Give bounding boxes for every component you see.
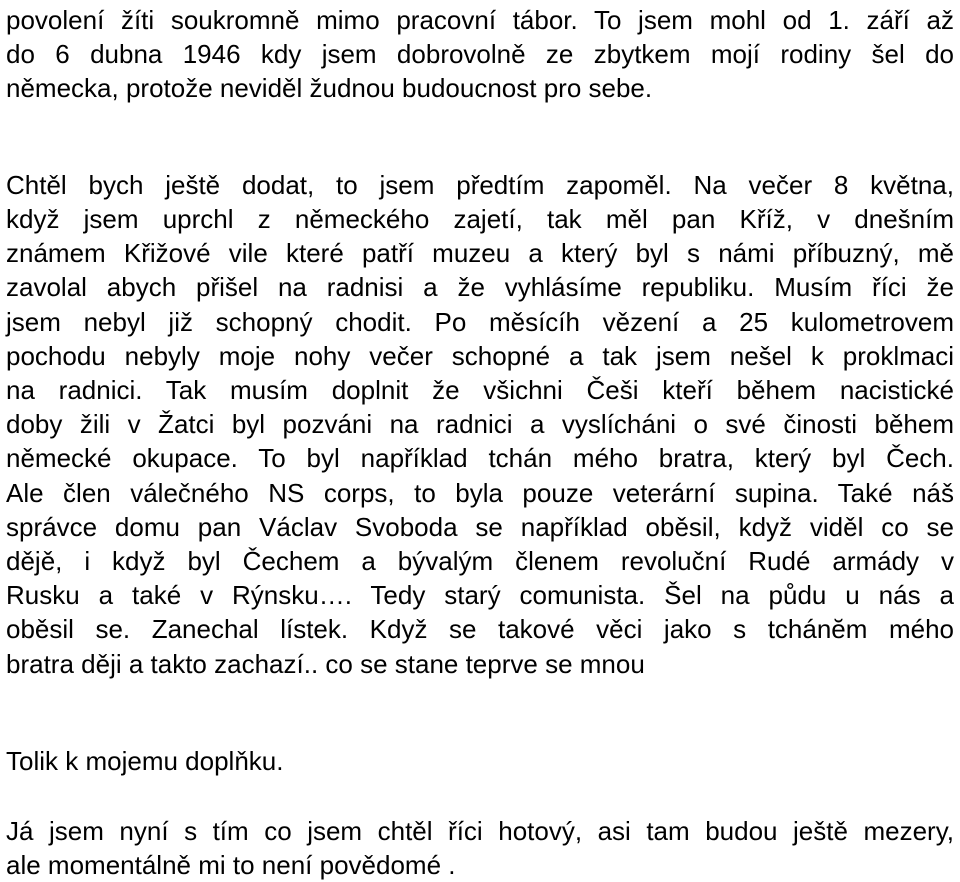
text-line: oběsil se. Zanechal lístek. Když se takové věci jako s tchánĕm mého [6,614,954,644]
text-line: německa, protože neviděl žudnou budoucnost pro sebe. [6,73,653,103]
text-line: správce domu pan Václav Svoboda se například oběsil, když viděl co se [6,512,954,542]
text-line: do 6 dubna 1946 kdy jsem dobrovolně ze zbytkem mojí rodiny šel do [6,39,954,69]
text-line: Já jsem nyní s tím co jsem chtěl říci hotový, asi tam budou ještě mezery, [6,816,954,846]
text-line: ale momentálně mi to není povědomé . [6,850,456,880]
text-line: zavolal abych přišel na radnisi a že vyhlásíme republiku. Musím říci že [6,272,954,302]
text-line: známem Křižové vile které patří muzeu a který byl s námi příbuzný, mě [6,238,954,268]
text-line: německé okupace. To byl například tchán mého bratra, který byl Čech. [6,443,954,473]
text-line: jsem nebyl již schopný chodit. Po měsícíh vězení a 25 kulometrovem [6,307,954,337]
text-line: doby žili v Žatci byl pozváni na radnici a vyslícháni o své činosti během [6,409,954,439]
text-line: když jsem uprchl z německého zajetí, tak měl pan Kříž, v dnešním [6,204,954,234]
text-line: povolení žíti soukromně mimo pracovní tábor. To jsem mohl od 1. září až [6,5,954,35]
text-line: Tolik k mojemu doplňku. [6,746,284,776]
text-line: na radnici. Tak musím doplnit že všichni Češi kteří během nacistické [6,375,954,405]
text-line: dějě, i když byl Čechem a bývalým členem revoluční Rudé armády v [6,546,954,576]
text-line: Ale člen válečného NS corps, to byla pouze veterární supina. Také náš [6,478,954,508]
text-line: bratra ději a takto zachazí.. co se stane teprve se mnou [6,649,645,679]
text-line: pochodu nebyly moje nohy večer schopné a tak jsem nešel k proklmaci [6,341,954,371]
text-line: Rusku a také v Rýnsku…. Tedy starý comunista. Šel na půdu u nás a [6,580,954,610]
text-line: Chtěl bych ještě dodat, to jsem předtím zapoměl. Na večer 8 května, [6,170,954,200]
